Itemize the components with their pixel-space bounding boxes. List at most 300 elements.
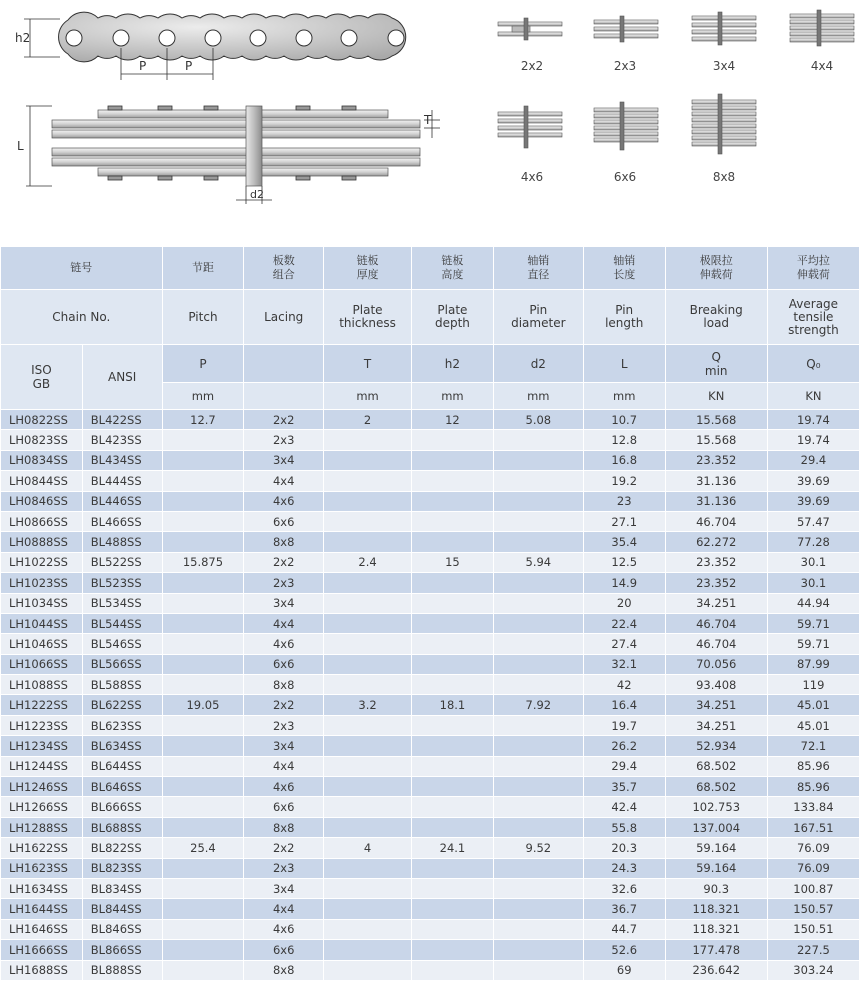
- cell-pin-diameter: [493, 471, 583, 491]
- cell-depth: [412, 756, 494, 776]
- cell-pitch: [162, 756, 244, 776]
- cell-lacing: 2x2: [244, 838, 324, 858]
- cell-pin-length: 35.7: [583, 777, 665, 797]
- cell-avg-strength: 59.71: [767, 613, 859, 633]
- cell-pin-diameter: [493, 777, 583, 797]
- table-row: [1, 878, 860, 898]
- cell-iso-gb: LH0834SS: [1, 450, 83, 470]
- cell-pin-diameter: [493, 736, 583, 756]
- cell-pin-diameter: [493, 613, 583, 633]
- cell-lacing: 6x6: [244, 654, 324, 674]
- cell-lacing: 2x3: [244, 573, 324, 593]
- cell-iso-gb: LH1034SS: [1, 593, 83, 613]
- cell-pitch: [162, 777, 244, 797]
- table-row: [1, 797, 860, 817]
- unit-breaking-load: KN: [665, 383, 767, 410]
- cell-thickness: [324, 899, 412, 919]
- cell-breaking-load: 59.164: [665, 858, 767, 878]
- cell-pitch: [162, 919, 244, 939]
- cell-thickness: [324, 797, 412, 817]
- cell-pin-diameter: [493, 858, 583, 878]
- cell-ansi: BL566SS: [82, 654, 162, 674]
- cell-ansi: BL546SS: [82, 634, 162, 654]
- cell-pin-length: 29.4: [583, 756, 665, 776]
- cell-breaking-load: 46.704: [665, 634, 767, 654]
- header-thickness-cn: 链板 厚度: [324, 247, 412, 290]
- cell-pin-diameter: [493, 756, 583, 776]
- cell-iso-gb: LH1023SS: [1, 573, 83, 593]
- cell-breaking-load: 62.272: [665, 532, 767, 552]
- cell-thickness: [324, 593, 412, 613]
- cell-iso-gb: LH1644SS: [1, 899, 83, 919]
- cell-breaking-load: 15.568: [665, 410, 767, 430]
- header-iso-gb: ISO GB: [1, 345, 83, 410]
- header-pin-diameter: Pin diameter: [493, 290, 583, 345]
- cell-thickness: [324, 471, 412, 491]
- cell-pitch: [162, 634, 244, 654]
- header-pin-diameter-cn: 轴销 直径: [493, 247, 583, 290]
- cell-depth: [412, 919, 494, 939]
- cell-pin-length: 19.7: [583, 715, 665, 735]
- cell-thickness: [324, 450, 412, 470]
- cell-pin-length: 20.3: [583, 838, 665, 858]
- header-lacing: Lacing: [244, 290, 324, 345]
- cell-lacing: 8x8: [244, 532, 324, 552]
- cell-breaking-load: 93.408: [665, 675, 767, 695]
- pitch-label-1: P: [139, 59, 147, 73]
- symbol-pin-diameter: d2: [493, 345, 583, 383]
- table-row: [1, 511, 860, 531]
- table-row: [1, 919, 860, 939]
- lacing-6x6-caption: 6x6: [613, 170, 637, 184]
- cell-iso-gb: LH1234SS: [1, 736, 83, 756]
- length-label: L: [17, 139, 24, 153]
- cell-pitch: [162, 573, 244, 593]
- cell-pin-length: 10.7: [583, 410, 665, 430]
- cell-iso-gb: LH1022SS: [1, 552, 83, 572]
- cell-depth: [412, 573, 494, 593]
- cell-iso-gb: LH1646SS: [1, 919, 83, 939]
- cell-lacing: 4x6: [244, 919, 324, 939]
- cell-breaking-load: 34.251: [665, 695, 767, 715]
- chain-spec-table: [0, 246, 860, 981]
- cell-ansi: BL523SS: [82, 573, 162, 593]
- cell-pin-length: 69: [583, 960, 665, 980]
- cell-avg-strength: 85.96: [767, 777, 859, 797]
- cell-avg-strength: 100.87: [767, 878, 859, 898]
- cell-ansi: BL488SS: [82, 532, 162, 552]
- header-breaking-load: Breaking load: [665, 290, 767, 345]
- cell-avg-strength: 85.96: [767, 756, 859, 776]
- table-row: [1, 491, 860, 511]
- cell-lacing: 3x4: [244, 450, 324, 470]
- header-row-english: [1, 290, 860, 345]
- cell-pin-diameter: [493, 573, 583, 593]
- cell-depth: [412, 491, 494, 511]
- lacing-3x4-icon: [692, 12, 756, 45]
- cell-iso-gb: LH0823SS: [1, 430, 83, 450]
- cell-ansi: BL644SS: [82, 756, 162, 776]
- cell-depth: [412, 940, 494, 960]
- cell-pin-diameter: [493, 491, 583, 511]
- cell-pin-length: 32.1: [583, 654, 665, 674]
- cell-breaking-load: 137.004: [665, 817, 767, 837]
- cell-pitch: [162, 450, 244, 470]
- header-row-symbols: [1, 345, 860, 383]
- cell-thickness: 2: [324, 410, 412, 430]
- cell-breaking-load: 34.251: [665, 593, 767, 613]
- cell-pitch: [162, 940, 244, 960]
- cell-iso-gb: LH1222SS: [1, 695, 83, 715]
- cell-lacing: 2x3: [244, 430, 324, 450]
- cell-iso-gb: LH1044SS: [1, 613, 83, 633]
- cell-pin-length: 14.9: [583, 573, 665, 593]
- cell-depth: 12: [412, 410, 494, 430]
- header-plate-depth: Plate depth: [412, 290, 494, 345]
- cell-pin-length: 26.2: [583, 736, 665, 756]
- cell-pitch: [162, 899, 244, 919]
- header-chain-no: Chain No.: [1, 290, 163, 345]
- cell-lacing: 6x6: [244, 511, 324, 531]
- cell-iso-gb: LH1223SS: [1, 715, 83, 735]
- cell-pitch: [162, 817, 244, 837]
- cell-depth: [412, 858, 494, 878]
- cell-lacing: 2x3: [244, 858, 324, 878]
- cell-breaking-load: 90.3: [665, 878, 767, 898]
- cell-iso-gb: LH1244SS: [1, 756, 83, 776]
- cell-pitch: [162, 491, 244, 511]
- cell-pin-diameter: [493, 634, 583, 654]
- table-row: [1, 552, 860, 572]
- table-row: [1, 940, 860, 960]
- symbol-pitch: P: [162, 345, 244, 383]
- cell-pin-length: 42.4: [583, 797, 665, 817]
- cell-breaking-load: 34.251: [665, 715, 767, 735]
- cell-lacing: 8x8: [244, 675, 324, 695]
- cell-thickness: [324, 777, 412, 797]
- cell-thickness: [324, 715, 412, 735]
- cell-pitch: [162, 613, 244, 633]
- table-row: [1, 960, 860, 980]
- cell-ansi: BL688SS: [82, 817, 162, 837]
- table-row: [1, 756, 860, 776]
- table-row: [1, 471, 860, 491]
- cell-iso-gb: LH1623SS: [1, 858, 83, 878]
- symbol-lacing: [244, 345, 324, 383]
- cell-lacing: 4x6: [244, 634, 324, 654]
- lacing-2x3-caption: 2x3: [613, 59, 637, 73]
- cell-pin-length: 35.4: [583, 532, 665, 552]
- cell-ansi: BL844SS: [82, 899, 162, 919]
- cell-ansi: BL444SS: [82, 471, 162, 491]
- symbol-depth: h2: [412, 345, 494, 383]
- cell-pin-length: 12.8: [583, 430, 665, 450]
- lacing-4x6-icon: [498, 106, 562, 148]
- cell-lacing: 2x2: [244, 695, 324, 715]
- cell-iso-gb: LH0844SS: [1, 471, 83, 491]
- cell-pin-length: 44.7: [583, 919, 665, 939]
- lacing-4x4-caption: 4x4: [810, 59, 834, 73]
- cell-lacing: 4x4: [244, 471, 324, 491]
- cell-breaking-load: 68.502: [665, 777, 767, 797]
- cell-thickness: [324, 613, 412, 633]
- cell-avg-strength: 39.69: [767, 471, 859, 491]
- cell-thickness: [324, 654, 412, 674]
- header-lacing-cn: 板数 组合: [244, 247, 324, 290]
- cell-iso-gb: LH1666SS: [1, 940, 83, 960]
- cell-ansi: BL623SS: [82, 715, 162, 735]
- cell-pitch: [162, 532, 244, 552]
- cell-pin-diameter: [493, 715, 583, 735]
- cell-ansi: BL534SS: [82, 593, 162, 613]
- table-row: [1, 613, 860, 633]
- cell-avg-strength: 30.1: [767, 573, 859, 593]
- cell-thickness: [324, 858, 412, 878]
- cell-breaking-load: 118.321: [665, 919, 767, 939]
- cell-breaking-load: 236.642: [665, 960, 767, 980]
- header-row-chinese: [1, 247, 860, 290]
- cell-lacing: 6x6: [244, 940, 324, 960]
- cell-lacing: 4x6: [244, 777, 324, 797]
- cell-avg-strength: 119: [767, 675, 859, 695]
- lacing-2x2-caption: 2x2: [520, 59, 544, 73]
- cell-iso-gb: LH1688SS: [1, 960, 83, 980]
- cell-ansi: BL423SS: [82, 430, 162, 450]
- chain-top-view: [17, 106, 440, 204]
- cell-iso-gb: LH1288SS: [1, 817, 83, 837]
- cell-iso-gb: LH1046SS: [1, 634, 83, 654]
- cell-depth: [412, 654, 494, 674]
- cell-pin-length: 52.6: [583, 940, 665, 960]
- cell-pitch: 19.05: [162, 695, 244, 715]
- cell-avg-strength: 150.57: [767, 899, 859, 919]
- cell-depth: [412, 593, 494, 613]
- h2-label: h2: [15, 31, 31, 45]
- cell-lacing: 2x2: [244, 410, 324, 430]
- header-breaking-load-cn: 极限拉 伸载荷: [665, 247, 767, 290]
- cell-lacing: 8x8: [244, 960, 324, 980]
- cell-pitch: [162, 430, 244, 450]
- cell-pin-diameter: [493, 532, 583, 552]
- cell-pitch: 25.4: [162, 838, 244, 858]
- symbol-breaking-load: Q min: [665, 345, 767, 383]
- cell-avg-strength: 30.1: [767, 552, 859, 572]
- table-row: [1, 695, 860, 715]
- cell-lacing: 4x4: [244, 613, 324, 633]
- cell-lacing: 3x4: [244, 593, 324, 613]
- cell-breaking-load: 59.164: [665, 838, 767, 858]
- cell-thickness: [324, 960, 412, 980]
- cell-breaking-load: 23.352: [665, 573, 767, 593]
- cell-iso-gb: LH1088SS: [1, 675, 83, 695]
- cell-lacing: 8x8: [244, 817, 324, 837]
- symbol-avg-strength: Q₀: [767, 345, 859, 383]
- cell-breaking-load: 15.568: [665, 430, 767, 450]
- cell-pitch: [162, 878, 244, 898]
- cell-ansi: BL888SS: [82, 960, 162, 980]
- cell-thickness: 4: [324, 838, 412, 858]
- cell-avg-strength: 72.1: [767, 736, 859, 756]
- cell-pitch: [162, 471, 244, 491]
- cell-iso-gb: LH0822SS: [1, 410, 83, 430]
- table-row: [1, 634, 860, 654]
- cell-avg-strength: 19.74: [767, 410, 859, 430]
- cell-pin-length: 55.8: [583, 817, 665, 837]
- cell-thickness: [324, 430, 412, 450]
- cell-pin-diameter: [493, 817, 583, 837]
- cell-avg-strength: 77.28: [767, 532, 859, 552]
- table-row: [1, 654, 860, 674]
- cell-pin-diameter: [493, 450, 583, 470]
- cell-pin-length: 27.4: [583, 634, 665, 654]
- cell-depth: [412, 450, 494, 470]
- cell-pin-length: 23: [583, 491, 665, 511]
- cell-breaking-load: 70.056: [665, 654, 767, 674]
- cell-pin-length: 27.1: [583, 511, 665, 531]
- pitch-label-2: P: [185, 59, 193, 73]
- cell-depth: [412, 715, 494, 735]
- cell-pitch: [162, 675, 244, 695]
- table-row: [1, 817, 860, 837]
- cell-avg-strength: 167.51: [767, 817, 859, 837]
- table-row: [1, 736, 860, 756]
- cell-pin-length: 20: [583, 593, 665, 613]
- cell-depth: [412, 511, 494, 531]
- cell-pin-length: 12.5: [583, 552, 665, 572]
- cell-pin-diameter: [493, 593, 583, 613]
- chain-drawings: [0, 0, 860, 245]
- cell-pin-diameter: 7.92: [493, 695, 583, 715]
- lacing-6x6-icon: [594, 102, 658, 150]
- lacing-8x8-icon: [692, 94, 756, 154]
- cell-iso-gb: LH1066SS: [1, 654, 83, 674]
- cell-avg-strength: 76.09: [767, 858, 859, 878]
- cell-pitch: [162, 960, 244, 980]
- cell-thickness: [324, 878, 412, 898]
- unit-pitch: mm: [162, 383, 244, 410]
- cell-pin-diameter: [493, 654, 583, 674]
- cell-pitch: [162, 593, 244, 613]
- cell-ansi: BL588SS: [82, 675, 162, 695]
- cell-breaking-load: 31.136: [665, 471, 767, 491]
- cell-avg-strength: 87.99: [767, 654, 859, 674]
- cell-depth: 18.1: [412, 695, 494, 715]
- cell-avg-strength: 39.69: [767, 491, 859, 511]
- cell-pin-diameter: [493, 430, 583, 450]
- cell-breaking-load: 46.704: [665, 511, 767, 531]
- symbol-thickness: T: [324, 345, 412, 383]
- cell-pin-length: 22.4: [583, 613, 665, 633]
- table-row: [1, 777, 860, 797]
- cell-thickness: [324, 817, 412, 837]
- cell-ansi: BL522SS: [82, 552, 162, 572]
- cell-depth: [412, 471, 494, 491]
- cell-depth: [412, 613, 494, 633]
- unit-avg-strength: KN: [767, 383, 859, 410]
- cell-pin-diameter: [493, 919, 583, 939]
- table-row: [1, 899, 860, 919]
- cell-ansi: BL422SS: [82, 410, 162, 430]
- cell-ansi: BL646SS: [82, 777, 162, 797]
- cell-lacing: 4x4: [244, 899, 324, 919]
- cell-thickness: 2.4: [324, 552, 412, 572]
- cell-lacing: 6x6: [244, 797, 324, 817]
- cell-pitch: [162, 715, 244, 735]
- cell-ansi: BL666SS: [82, 797, 162, 817]
- cell-iso-gb: LH0866SS: [1, 511, 83, 531]
- cell-lacing: 4x4: [244, 756, 324, 776]
- cell-lacing: 3x4: [244, 736, 324, 756]
- cell-pin-length: 36.7: [583, 899, 665, 919]
- header-avg-strength-cn: 平均拉 伸载荷: [767, 247, 859, 290]
- cell-ansi: BL822SS: [82, 838, 162, 858]
- header-chain-no-cn: 链号: [1, 247, 163, 290]
- cell-avg-strength: 45.01: [767, 695, 859, 715]
- unit-pin-diameter: mm: [493, 383, 583, 410]
- cell-ansi: BL846SS: [82, 919, 162, 939]
- cell-pin-length: 24.3: [583, 858, 665, 878]
- cell-breaking-load: 102.753: [665, 797, 767, 817]
- cell-lacing: 2x2: [244, 552, 324, 572]
- cell-pin-diameter: [493, 675, 583, 695]
- cell-depth: [412, 634, 494, 654]
- table-row: [1, 715, 860, 735]
- cell-pin-length: 16.4: [583, 695, 665, 715]
- cell-ansi: BL434SS: [82, 450, 162, 470]
- header-ansi: ANSI: [82, 345, 162, 410]
- header-avg-strength: Average tensile strength: [767, 290, 859, 345]
- cell-avg-strength: 76.09: [767, 838, 859, 858]
- header-depth-cn: 链板 高度: [412, 247, 494, 290]
- cell-pitch: [162, 797, 244, 817]
- cell-breaking-load: 31.136: [665, 491, 767, 511]
- cell-pitch: [162, 736, 244, 756]
- cell-thickness: [324, 940, 412, 960]
- cell-thickness: [324, 573, 412, 593]
- cell-thickness: [324, 675, 412, 695]
- cell-iso-gb: LH1246SS: [1, 777, 83, 797]
- unit-thickness: mm: [324, 383, 412, 410]
- cell-pitch: 12.7: [162, 410, 244, 430]
- cell-thickness: 3.2: [324, 695, 412, 715]
- cell-breaking-load: 177.478: [665, 940, 767, 960]
- cell-pin-diameter: [493, 960, 583, 980]
- cell-thickness: [324, 511, 412, 531]
- cell-pitch: 15.875: [162, 552, 244, 572]
- cell-breaking-load: 46.704: [665, 613, 767, 633]
- cell-avg-strength: 303.24: [767, 960, 859, 980]
- table-body: [1, 410, 860, 981]
- symbol-pin-length: L: [583, 345, 665, 383]
- table-row: [1, 838, 860, 858]
- cell-depth: [412, 736, 494, 756]
- cell-pin-diameter: 9.52: [493, 838, 583, 858]
- cell-ansi: BL446SS: [82, 491, 162, 511]
- cell-iso-gb: LH0888SS: [1, 532, 83, 552]
- cell-depth: [412, 817, 494, 837]
- table-row: [1, 430, 860, 450]
- table-row: [1, 532, 860, 552]
- cell-pin-length: 32.6: [583, 878, 665, 898]
- cell-thickness: [324, 491, 412, 511]
- cell-breaking-load: 52.934: [665, 736, 767, 756]
- cell-thickness: [324, 736, 412, 756]
- unit-lacing: [244, 383, 324, 410]
- lacing-8x8-caption: 8x8: [712, 170, 736, 184]
- cell-thickness: [324, 919, 412, 939]
- cell-avg-strength: 150.51: [767, 919, 859, 939]
- header-plate-thickness: Plate thickness: [324, 290, 412, 345]
